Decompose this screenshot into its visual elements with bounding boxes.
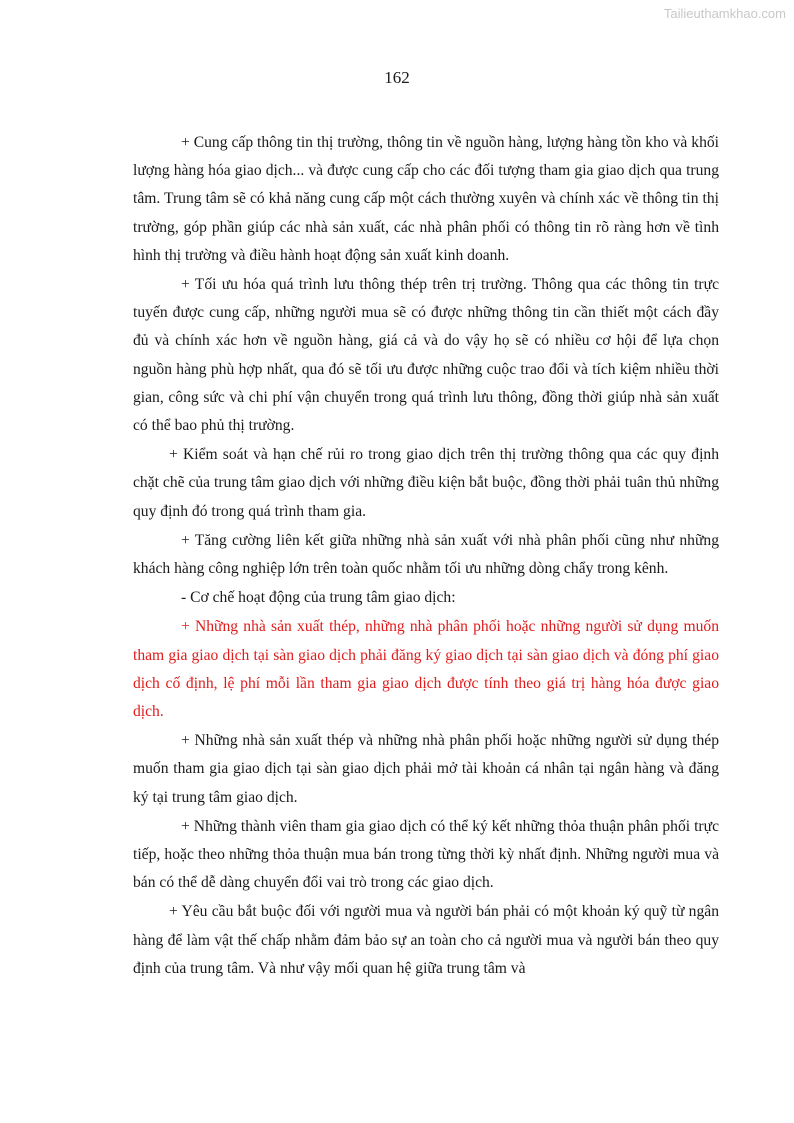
page-number: 162	[384, 68, 410, 87]
paragraph-registration-highlighted: + Những nhà sản xuất thép, những nhà phân phối hoặc những người sử dụng muốn tham gia giao dịch tại sàn giao dịch phải đăng ký giao dịch tại sàn giao dịch và đóng phí giao dịch cố định, lệ phí mỗi lần tham gia giao dịch được tính theo giá trị hàng hóa được giao dịch.	[133, 618, 719, 721]
paragraph-mechanism-heading: - Cơ chế hoạt động của trung tâm giao dịch:	[181, 589, 456, 607]
paragraph-member-agreements: + Những thành viên tham gia giao dịch có thể ký kết những thỏa thuận phân phối trực tiếp, hoặc theo những thỏa thuận mua bán trong từng thời kỳ nhất định. Những người mua và bán có thể dễ dàng chuyển đổi vai trò trong các giao dịch.	[133, 817, 719, 892]
document-body	[133, 129, 719, 984]
paragraph-steel-circulation: + Tối ưu hóa quá trình lưu thông thép trên trị trường. Thông qua các thông tin trực tuyến được cung cấp, những người mua sẽ có được những thông tin cần thiết một cách đầy đủ và chính xác hơn về nguồn hàng, giá cả và do vậy họ sẽ có nhiều cơ hội để lựa chọn nguồn hàng phù hợp nhất, qua đó sẽ tối ưu được những cuộc trao đổi và tích kiệm nhiều thời gian, công sức và chi phí vận chuyển trong quá trình lưu thông, đồng thời giúp nhà sản xuất có thể bao phủ thị trường.	[133, 276, 719, 435]
paragraph-deposit-requirement: + Yêu cầu bắt buộc đối với người mua và người bán phải có một khoản ký quỹ từ ngân hàng để làm vật thế chấp nhằm đảm bảo sự an toàn cho cả người mua và người bán theo quy định của trung tâm. Và như vậy mối quan hệ giữa trung tâm và	[133, 903, 719, 977]
paragraph-market-information: + Cung cấp thông tin thị trường, thông tin về nguồn hàng, lượng hàng tồn kho và khối lượng hàng hóa giao dịch... và được cung cấp cho các đối tượng tham gia giao dịch qua trung tâm. Trung tâm sẽ có khả năng cung cấp một cách thường xuyên và chính xác về thông tin thị trường, góp phần giúp các nhà sản xuất, các nhà phân phối có thông tin rõ ràng hơn về tình hình thị trường và điều hành hoạt động sản xuất kinh doanh.	[133, 134, 719, 264]
watermark: Tailieuthamkhao.com	[663, 6, 786, 21]
paragraph-bank-account: + Những nhà sản xuất thép và những nhà phân phối hoặc những người sử dụng thép muốn tham gia giao dịch tại sàn giao dịch phải mở tài khoản cá nhân tại ngân hàng và đăng ký tại trung tâm giao dịch.	[133, 732, 719, 806]
paragraph-risk-control: + Kiểm soát và hạn chế rủi ro trong giao dịch trên thị trường thông qua các quy định chặt chẽ của trung tâm giao dịch với những điều kiện bắt buộc, đồng thời phải tuân thủ những quy định đó trong quá trình tham gia.	[133, 446, 719, 520]
paragraph-linkage: + Tăng cường liên kết giữa những nhà sản xuất với nhà phân phối cũng như những khách hàng công nghiệp lớn trên toàn quốc nhằm tối ưu những dòng chẩy trong kênh.	[133, 531, 719, 578]
